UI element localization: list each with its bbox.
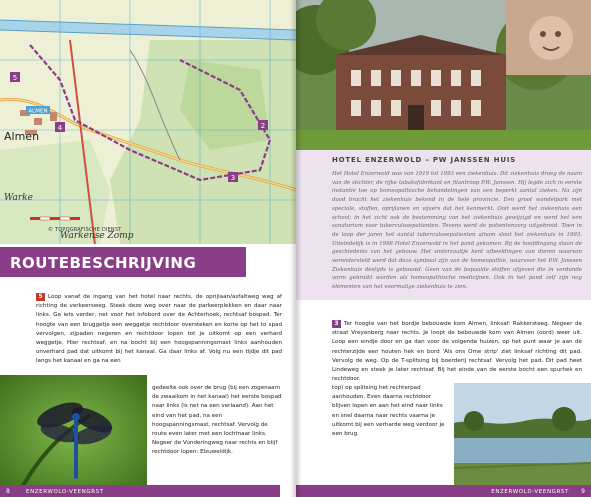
book-gutter (290, 0, 302, 497)
map-label-warkense-zomp: Warkense Zomp (60, 231, 134, 241)
section-header-bar (0, 247, 246, 277)
step-number-badge: 3 (332, 320, 341, 328)
waypoint-marker-3: 3 (230, 174, 236, 182)
right-page-footer (296, 485, 591, 497)
right-footer-title: ENZERWOLD-VEENGRST (491, 489, 569, 495)
right-page-number: 9 (581, 488, 585, 495)
map-label-almen: Almen (4, 130, 40, 143)
hotel-building-photo (296, 0, 591, 150)
caption-title: HOTEL ENZERWOLD – PW JANSSEN HUIS (332, 156, 517, 164)
left-page-number: 8 (6, 488, 10, 495)
left-page-footer (0, 485, 280, 497)
right-page (296, 0, 591, 497)
step-number-badge: 5 (36, 293, 45, 301)
dragonfly-photo (0, 375, 147, 491)
route-step-3-continued: top) op splitsing het rechterpad aanhouden. Even daarna rechtdoor blijven lopen en aan het eind naar links en snel daarna naar rechts vaarna je uitkomt bij een verharde weg verdoor je een brug. (332, 385, 445, 438)
waypoint-marker-4: 4 (57, 124, 63, 132)
section-title: ROUTEBESCHRIJVING (10, 254, 197, 272)
map-label-almen-small: ALMEN (28, 108, 48, 115)
scale-bar (30, 217, 80, 220)
caption-text: Het Hotel Enzerwold was van 1919 tot 1993 een ziekenhuis. Dit ziekenhuis droeg de naam van de stichter, de rijke tabaksfabrikant en filantroop P.W. Janssen. Hij legde zich in eerste instantie toe op homeopathische behandelingen van een beperkt aantal zieken. Na zijn dood bracht het ziekenhuis bekend in de hele provincie. Een groot wandelpark met speciale, stoffen, oprijlanen en vijvers dat het kenmerkt. Ooit werd het ziekenhuis een school; in het zicht ook de bestemming van het ziekenhuis gewijzigd en werd het een sanatorium voor tuberculosepatienten. Tevens werd de patientenzorg uitgebreid. Toen in de loop der jaren het aantal tuberculosepatienten afnam sloot het ziekenhuis in 1993. Uiteindelijk is in 1998 Hotel Enzerwold in het pand gekomen. Bij de hoofdingang staan de geschiedenis van het gebouw. Het sinterzaaltje kent afbeeldingen van dieren waarvan verondersteld werd dat deze symbool zijn van de homeopathie, waarvoor het P.W. Janssen Ziekenhuis destijds is gebouwd. Geen van de bepaalde stoffen afgeven die in verdunde vorm gebruikt worden als homeopathische medicijnen. Ook in het pand zelf zijn nog elementen van het voormalige ziekenhuis te zien. (332, 171, 582, 291)
hotel-caption-box (296, 150, 591, 300)
waypoint-marker-2: 2 (260, 122, 266, 130)
route-step-3-text (332, 320, 582, 384)
left-footer-title: ENZERWOLD-VEENGRST (26, 489, 104, 495)
map-copyright: © TOPOGRAFISCHE DIENST (48, 227, 122, 233)
map-label-warke: Warke (4, 193, 33, 203)
waypoint-marker-5: 5 (12, 74, 18, 82)
route-step-3-body: Ter hoogte van het bordje bebouwde kom Almen, linksaf: Rakkersteeg. Negeer de straat Vreyenberg naar rechts. Je loopt de bebouwde kom van Almen (oord) weer uit. Loop een eindje door en ga dan voor de volgende huizen, op het punt waar je aan de rechterzijde een houten hek en bord 'Als ons Ome strip' ziet linksaf richting dit pad. Vervolg de weg. Op de T-splitsing bij boerderij rechtsaf. Vervolg het pad. Dit pad heet Lindeweg en steek je later rechtsaf. Bij het einde van de eerste bocht een spurhek en rechtdoor. (332, 321, 582, 383)
route-step-5-text (36, 293, 282, 367)
canal-photo (454, 383, 591, 485)
route-step-5-continued: gedeelte ook over de brug (bij een zogenaam de zwaaikom in het kanaal) het eerste bospad naar links (is net na een verlaand). Aan het eind van het pad, na een hoogspanningsmast, rechtsaf. Vervolg de route even later met een lochtnaar links. Negeer de Vunderingweg naar rechts en blijf rechtdoor lopen: Elzuweidijk. (152, 385, 282, 456)
route-step-5-body: Loop vanaf de ingang van het hotel naar rechts, de oprijlaan/asfaltweg weg af richting de verkeersweg. Steek deze weg over naar de parkeerplekken en daar naar links. Ga iets verder, net voor het infobord over de Achterhoek, rechtsaf bospad. Ter hoogte van een bruggetje een weggetje rechtdoor oversteken en korte op het to spad vervolgen, zijpaden negeren en rechtdoor lopen tot je uitkomt op een verhard weggetje. Hier rechtsaf, en na bocht bij een hoogspanningsmast links aanhouden onverhard pad dat uitkomt bij het kanaal. Ga daar links af. Volg nu een tijdje dit pad langs het kanaal en ga na een (36, 294, 282, 365)
route-map (0, 0, 296, 244)
